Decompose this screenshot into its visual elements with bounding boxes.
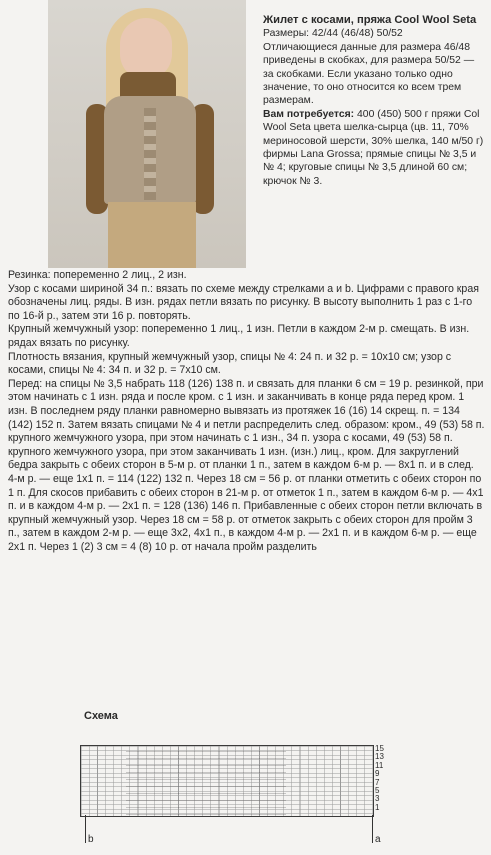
pattern-header	[263, 14, 485, 188]
paragraph-rib: Резинка: попеременно 2 лиц., 2 изн.	[8, 269, 187, 281]
pattern-title: Жилет с косами, пряжа Cool Wool Seta	[263, 14, 477, 26]
needs-block	[263, 108, 485, 188]
paragraph-gauge: Плотность вязания, крупный жемчужный узор, спицы № 4: 24 п. и 32 р. = 10x10 см; узор с косами, спицы № 4: 34 п. и 32 р. = 7x10 см.	[8, 350, 452, 377]
row-number: 9	[375, 769, 380, 779]
arrow-a-label: a	[375, 834, 381, 845]
sizes-label: Размеры:	[263, 28, 310, 40]
row-number: 7	[375, 777, 380, 787]
row-number: 3	[375, 794, 380, 804]
needs-label: Вам потребуется:	[263, 108, 355, 120]
needs-value: 400 (450) 500 г пряжи Col Wool Seta цвета шелка-сырца (цв. 11, 70% мериносовой шерсти, 30% шелка, 140 м/50 г) фирмы Lana Grossa; прямые спицы № 3,5 и № 4; круговые спицы № 3,5 длиной 60 см; крючок № 3.	[263, 108, 484, 187]
row-number: 11	[375, 760, 384, 770]
chart-row-numbers	[375, 745, 389, 812]
paragraph-cable: Узор с косами шириной 34 п.: вязать по схеме между стрелками a и b. Цифрами с правого края обозначены лиц. ряды. В изн. рядах петли вязать по рисунку. В высоту выполнить 1 раз с 1-го по 16-й р., затем эти 16 р. повторять.	[8, 282, 479, 322]
row-number: 13	[375, 752, 384, 762]
row-number: 1	[375, 802, 380, 812]
model-photo	[48, 0, 246, 268]
arrow-a-line	[372, 815, 373, 843]
instructions-body	[8, 269, 486, 554]
sizes-line	[263, 27, 485, 40]
arrow-b-label: b	[88, 834, 94, 845]
sizes-note: Отличающиеся данные для размера 46/48 приведены в скобках, для размера 50/52 — за скобками. Если указано только одно значение, то оно относится ко всем трем размерам.	[263, 41, 475, 107]
paragraph-seed: Крупный жемчужный узор: попеременно 1 лиц., 1 изн. Петли в каждом 2-м р. смещать. В изн. рядах вязать по рисунку.	[8, 323, 470, 349]
schema-title: Схема	[84, 710, 118, 722]
sizes-value: 42/44 (46/48) 50/52	[311, 28, 403, 40]
arrow-b-line	[85, 815, 86, 843]
paragraph-front: Перед: на спицы № 3,5 набрать 118 (126) 138 п. и связать для планки 6 см = 19 р. резинкой, при этом начинать с 1 изн. ряда и после кром. с 1 изн. и заканчивать в конце ряда перед кром. 1 изн. В последнем ряду планки равномерно вывязать из протяжек 16 (16) 14 скрещ. п. = 134 (142) 152 п. Затем вязать спицами № 4 и петли распределить след. образом: кром., 49 (53) 58 п. крупного жемчужного узора, при этом начинать с 1 изн., 34 п. узора с косами, 49 (53) 58 п. крупного жемчужного узора, при этом заканчивать 1 изн. (изн.) лиц., кром. Для закруглений бедра закрыть с обеих сторон в 5-м р. от планки 1 п., затем в каждом 6-м р. — 8x1 п. и в след. 4-м р. — еще 1x1 п. = 114 (122) 132 п. Через 18 см = 56 р. от планки отметить с обеих сторон по 1 п. Для скосов прибавить с обеих сторон в 21-м р. от отметок 1 п., затем в каждом 6-м р. — 4x1 п. и в каждом 4-м р. — 2x1 п. = 128 (136) 146 п. Прибавленные с обеих сторон петли включать в крупный жемчужный узор. Через 18 см = 58 р. от отметок закрыть с обеих сторон для пройм 3 п., затем в каждом 2-м р. — еще 3x2, 4x1 п., в каждом 4-м р. — 2x1 п. и в каждом 6-м р. — еще 2x1 п. Через 1 (2) 3 см = 4 (8) 10 р. от начала пройм разделить	[8, 377, 485, 553]
trousers-shape	[108, 202, 196, 268]
row-number: 15	[375, 744, 384, 753]
cable-stripe-overlay	[126, 745, 286, 815]
cable-pattern-shape	[144, 108, 156, 200]
row-number: 5	[375, 786, 380, 796]
face-shape	[120, 18, 172, 80]
